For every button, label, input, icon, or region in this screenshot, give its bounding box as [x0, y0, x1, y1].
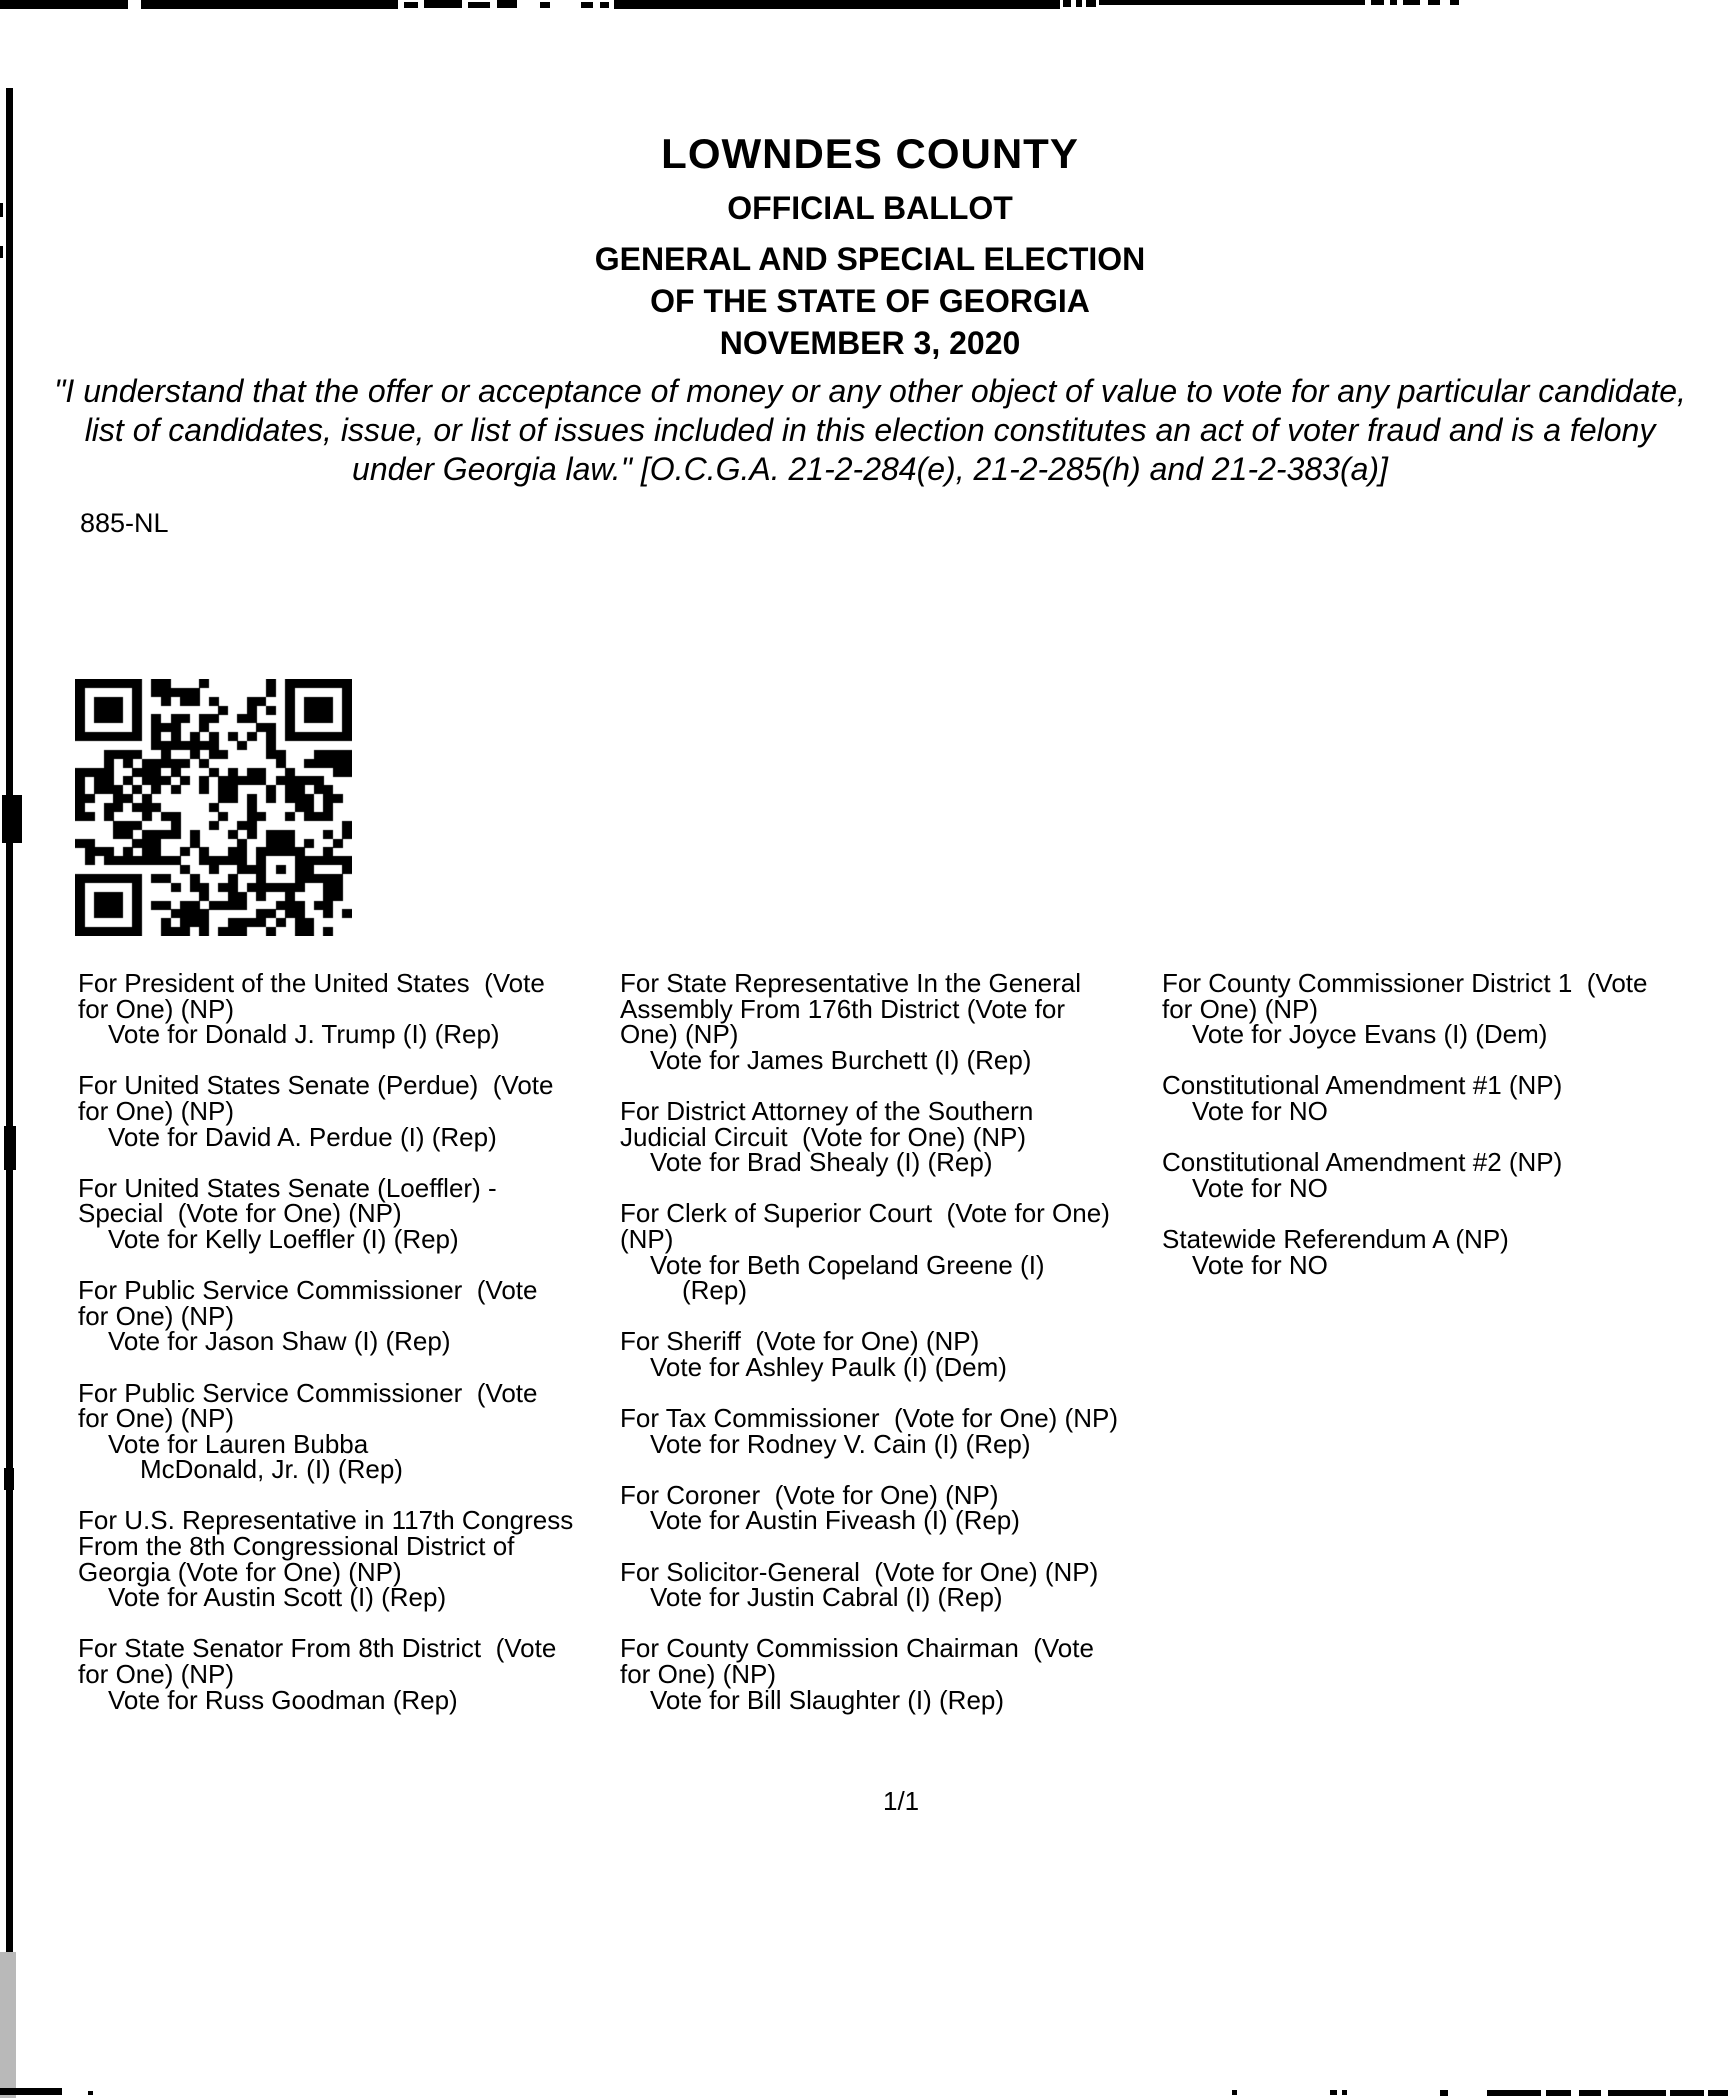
- scan-artifact-left-blob: [4, 1126, 16, 1170]
- contest-title-line: Judicial Circuit (Vote for One) (NP): [620, 1121, 1027, 1152]
- scan-artifact-bottom-edge: [1342, 2090, 1347, 2095]
- scan-artifact-bottom-edge: [1708, 2090, 1728, 2096]
- contest-title-line: For U.S. Representative in 117th Congress: [78, 1505, 574, 1536]
- contest-block: [620, 968, 1172, 1075]
- contest-title-line: Special (Vote for One) (NP): [78, 1198, 402, 1229]
- contest-block: [1162, 968, 1728, 1050]
- scan-artifact-top-edge: [1403, 0, 1420, 5]
- contest-block: [620, 1326, 1172, 1382]
- page-number: 1/1: [883, 1786, 920, 1816]
- candidate-vote-line: Vote for Justin Cabral (I) (Rep): [650, 1582, 1003, 1613]
- contest-title-line: For County Commission Chairman (Vote: [620, 1633, 1094, 1664]
- contest-block: [620, 1095, 1172, 1178]
- scan-artifact-top-edge: [497, 0, 517, 8]
- election-title-line: OF THE STATE OF GEORGIA: [650, 283, 1090, 319]
- contest-title-line: One) (NP): [620, 1019, 739, 1050]
- contest-block: [78, 968, 630, 1050]
- candidate-vote-line: Vote for Jason Shaw (I) (Rep): [108, 1326, 451, 1357]
- contest-block: [78, 1505, 630, 1613]
- scan-artifact-bottom-edge: [1330, 2090, 1337, 2095]
- contest-title-line: for One) (NP): [78, 993, 235, 1024]
- candidate-vote-line: Vote for Donald J. Trump (I) (Rep): [108, 1019, 500, 1050]
- scan-artifact-bottom-edge: [1579, 2090, 1601, 2096]
- candidate-vote-line: Vote for Russ Goodman (Rep): [108, 1684, 458, 1715]
- candidate-vote-line: Vote for Joyce Evans (I) (Dem): [1192, 1019, 1548, 1050]
- contest-title-line: Statewide Referendum A (NP): [1162, 1223, 1509, 1254]
- contest-title-line: For Clerk of Superior Court (Vote for One): [620, 1198, 1110, 1229]
- scan-artifact-left-blob: [4, 1468, 14, 1490]
- scan-artifact-top-edge: [424, 0, 462, 8]
- candidate-vote-line: McDonald, Jr. (I) (Rep): [140, 1454, 403, 1485]
- contest-title-line: For President of the United States (Vote: [78, 968, 545, 998]
- contest-block: [78, 1275, 630, 1357]
- contest-title-line: For Public Service Commissioner (Vote: [78, 1275, 538, 1306]
- scan-artifact-left-gray-strip: [0, 1952, 16, 2098]
- contest-block: [78, 1377, 630, 1485]
- county-title: LOWNDES COUNTY: [661, 130, 1079, 177]
- contest-title-line: (NP): [620, 1223, 674, 1254]
- election-title: [0, 238, 1728, 364]
- scan-artifact-top-edge: [540, 2, 550, 8]
- candidate-vote-line: Vote for Brad Shealy (I) (Rep): [650, 1147, 993, 1178]
- ballot-style-code: 885-NL: [80, 508, 169, 538]
- scan-artifact-top-edge: [600, 2, 609, 8]
- election-title-line: NOVEMBER 3, 2020: [719, 325, 1021, 361]
- candidate-vote-line: Vote for Ashley Paulk (I) (Dem): [650, 1351, 1007, 1382]
- contest-block: [1162, 1070, 1728, 1126]
- contest-title-line: For Coroner (Vote for One) (NP): [620, 1479, 999, 1510]
- contest-title-line: for One) (NP): [1162, 993, 1319, 1024]
- contest-title-line: Georgia (Vote for One) (NP): [78, 1556, 402, 1587]
- candidate-vote-line: Vote for David A. Perdue (I) (Rep): [108, 1121, 497, 1152]
- scan-artifact-bottom-edge: [1608, 2090, 1666, 2096]
- contest-title-line: For United States Senate (Perdue) (Vote: [78, 1070, 554, 1101]
- scan-artifact-top-edge: [581, 2, 593, 8]
- contest-title-line: for One) (NP): [78, 1403, 235, 1434]
- candidate-vote-line: Vote for NO: [1192, 1249, 1328, 1280]
- fraud-disclaimer-line: list of candidates, issue, or list of issues included in this election constitutes an act of voter fraud and is a felony: [84, 412, 1656, 448]
- scan-artifact-top-edge: [1076, 0, 1082, 7]
- contest-block: [78, 1633, 630, 1715]
- contest-title-line: for One) (NP): [78, 1659, 235, 1690]
- scan-artifact-top-edge: [141, 0, 398, 9]
- contest-title-line: From the 8th Congressional District of: [78, 1531, 515, 1562]
- contest-block: [620, 1633, 1172, 1715]
- scan-artifact-top-edge: [1099, 0, 1365, 5]
- candidate-vote-line: Vote for NO: [1192, 1172, 1328, 1203]
- contest-title-line: for One) (NP): [78, 1095, 235, 1126]
- fraud-disclaimer-line: under Georgia law." [O.C.G.A. 21-2-284(e), 21-2-285(h) and 21-2-383(a)]: [352, 451, 1388, 487]
- scan-artifact-top-edge: [1428, 0, 1440, 5]
- contest-title-line: For County Commissioner District 1 (Vote: [1162, 968, 1648, 998]
- candidate-vote-line: Vote for Austin Scott (I) (Rep): [108, 1582, 447, 1613]
- contest-title-line: Assembly From 176th District (Vote for: [620, 993, 1066, 1024]
- contest-title-line: For United States Senate (Loeffler) -: [78, 1172, 497, 1203]
- scan-artifact-bottom-edge: [1487, 2090, 1541, 2096]
- candidate-vote-line: Vote for Rodney V. Cain (I) (Rep): [650, 1428, 1031, 1459]
- candidate-vote-line: Vote for Kelly Loeffler (I) (Rep): [108, 1223, 459, 1254]
- scan-artifact-left-blob: [2, 795, 22, 843]
- qr-code: [75, 679, 352, 936]
- scan-artifact-bottom-edge: [1440, 2090, 1448, 2096]
- contest-title-line: for One) (NP): [620, 1659, 777, 1690]
- contest-title-line: For Public Service Commissioner (Vote: [78, 1377, 538, 1408]
- contest-title-line: For Sheriff (Vote for One) (NP): [620, 1326, 980, 1357]
- candidate-vote-line: Vote for Austin Fiveash (I) (Rep): [650, 1505, 1020, 1536]
- contest-title-line: Constitutional Amendment #1 (NP): [1162, 1070, 1563, 1101]
- scan-artifact-top-edge: [1063, 0, 1071, 7]
- candidate-vote-line: Vote for James Burchett (I) (Rep): [650, 1044, 1032, 1075]
- scan-artifact-top-edge: [1371, 0, 1384, 5]
- scan-artifact-top-edge: [1450, 0, 1459, 5]
- contest-block: [78, 1172, 630, 1254]
- scan-artifact-bottom-edge: [1232, 2090, 1237, 2095]
- scan-artifact-bottom-edge: [0, 2088, 62, 2095]
- ballot-column-3: [1162, 968, 1728, 1304]
- candidate-vote-line: Vote for NO: [1192, 1095, 1328, 1126]
- ballot-column-2: [620, 968, 1172, 1739]
- contest-block: [620, 1479, 1172, 1536]
- contest-block: [620, 1556, 1172, 1613]
- fraud-disclaimer: [4, 372, 1728, 489]
- candidate-vote-line: Vote for Bill Slaughter (I) (Rep): [650, 1684, 1005, 1715]
- scan-artifact-top-edge: [468, 2, 490, 8]
- candidate-vote-line: Vote for Lauren Bubba: [108, 1428, 369, 1459]
- scan-artifact-bottom-edge: [88, 2091, 93, 2095]
- candidate-vote-line: (Rep): [682, 1275, 748, 1306]
- scan-artifact-top-edge: [614, 0, 1060, 9]
- contest-block: [620, 1198, 1172, 1306]
- scan-artifact-top-edge: [0, 0, 128, 9]
- fraud-disclaimer-line: "I understand that the offer or acceptance of money or any other object of value to vote for any particular candidate,: [54, 373, 1686, 409]
- ballot-type-title: OFFICIAL BALLOT: [727, 190, 1013, 226]
- contest-title-line: For Tax Commissioner (Vote for One) (NP): [620, 1403, 1118, 1434]
- election-title-line: GENERAL AND SPECIAL ELECTION: [594, 241, 1146, 277]
- scan-artifact-bottom-edge: [1670, 2090, 1704, 2096]
- scan-artifact-top-edge: [1086, 0, 1096, 7]
- ballot-column-1: [78, 968, 630, 1739]
- contest-title-line: for One) (NP): [78, 1300, 235, 1331]
- contest-title-line: For Solicitor-General (Vote for One) (NP): [620, 1556, 1099, 1587]
- scan-artifact-top-edge: [1390, 0, 1397, 5]
- contest-block: [1162, 1223, 1728, 1280]
- contest-block: [620, 1403, 1172, 1459]
- contest-title-line: For State Senator From 8th District (Vote: [78, 1633, 557, 1664]
- candidate-vote-line: Vote for Beth Copeland Greene (I): [650, 1249, 1045, 1280]
- contest-title-line: For State Representative In the General: [620, 968, 1082, 998]
- contest-title-line: For District Attorney of the Southern: [620, 1095, 1034, 1126]
- scan-artifact-bottom-edge: [1546, 2090, 1571, 2096]
- scan-artifact-top-edge: [404, 2, 418, 8]
- contest-block: [1162, 1147, 1728, 1203]
- contest-block: [78, 1070, 630, 1152]
- contest-title-line: Constitutional Amendment #2 (NP): [1162, 1147, 1563, 1178]
